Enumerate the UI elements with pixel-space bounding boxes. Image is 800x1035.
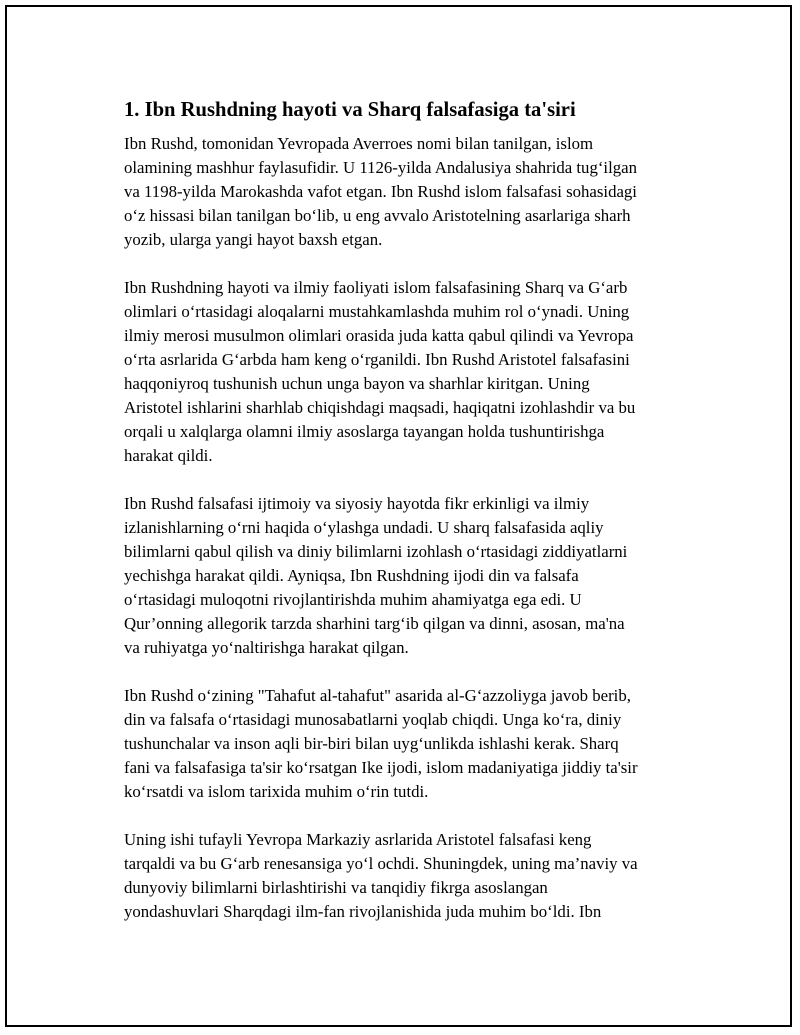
text-line: olamining mashhur faylasufidir. U 1126-yilda Andalusiya shahrida tug‘ilgan [124, 158, 637, 177]
text-line: Ibn Rushdning hayoti va ilmiy faoliyati islom falsafasining Sharq va G‘arb [124, 278, 628, 297]
document-body [124, 95, 699, 948]
text-line: tushunchalar va inson aqli bir-biri bilan uyg‘unlikda ishlashi kerak. Sharq [124, 734, 619, 753]
text-line: olimlari o‘rtasidagi aloqalarni mustahkamlashda muhim rol o‘ynadi. Uning [124, 302, 630, 321]
text-line: ko‘rsatdi va islom tarixida muhim o‘rin tutdi. [124, 782, 429, 801]
text-line: yondashuvlari Sharqdagi ilm-fan rivojlanishida juda muhim bo‘ldi. Ibn [124, 902, 602, 921]
paragraph-4 [124, 684, 699, 804]
text-line: ilmiy merosi musulmon olimlari orasida juda katta qabul qilindi va Yevropa [124, 326, 634, 345]
text-line: fani va falsafasiga ta'sir ko‘rsatgan Ike ijodi, islom madaniyatiga jiddiy ta'sir [124, 758, 638, 777]
text-line: Uning ishi tufayli Yevropa Markaziy asrlarida Aristotel falsafasi keng [124, 830, 592, 849]
text-line: bilimlarni qabul qilish va diniy bilimlarni izohlash o‘rtasidagi ziddiyatlarni [124, 542, 628, 561]
text-line: o‘z hissasi bilan tanilgan bo‘lib, u eng avvalo Aristotelning asarlariga sharh [124, 206, 631, 225]
text-line: izlanishlarning o‘rni haqida o‘ylashga undadi. U sharq falsafasida aqliy [124, 518, 604, 537]
paragraph-2 [124, 276, 699, 468]
page-title: 1. Ibn Rushdning hayoti va Sharq falsafasiga ta'siri [124, 99, 576, 121]
text-line: o‘rta asrlarida G‘arbda ham keng o‘rganildi. Ibn Rushd Aristotel falsafasini [124, 350, 630, 369]
text-line: haqqoniyroq tushunish uchun unga bayon va sharhlar kiritgan. Uning [124, 374, 590, 393]
paragraph-5 [124, 828, 699, 924]
text-line: yozib, ularga yangi hayot baxsh etgan. [124, 230, 383, 249]
text-line: din va falsafa o‘rtasidagi munosabatlarni yoqlab chiqdi. Unga ko‘ra, diniy [124, 710, 622, 729]
text-line: Ibn Rushd, tomonidan Yevropada Averroes nomi bilan tanilgan, islom [124, 134, 594, 153]
text-line: harakat qildi. [124, 446, 213, 465]
text-line: Ibn Rushd o‘zining "Tahafut al-tahafut" asarida al-G‘azzoliyga javob berib, [124, 686, 631, 705]
text-line: Qur’onning allegorik tarzda sharhini targ‘ib qilgan va dinni, asosan, ma'na [124, 614, 625, 633]
text-line: yechishga harakat qildi. Ayniqsa, Ibn Rushdning ijodi din va falsafa [124, 566, 579, 585]
text-line: o‘rtasidagi muloqotni rivojlantirishda muhim ahamiyatga ega edi. U [124, 590, 582, 609]
page-frame [5, 5, 792, 1027]
paragraph-1 [124, 132, 699, 252]
text-line: va ruhiyatga yo‘naltirishga harakat qilgan. [124, 638, 409, 657]
paragraph-3 [124, 492, 699, 660]
text-line: Ibn Rushd falsafasi ijtimoiy va siyosiy hayotda fikr erkinligi va ilmiy [124, 494, 590, 513]
text-line: tarqaldi va bu G‘arb renesansiga yo‘l ochdi. Shuningdek, uning ma’naviy va [124, 854, 638, 873]
text-line: Aristotel ishlarini sharhlab chiqishdagi maqsadi, haqiqatni izohlashdir va bu [124, 398, 636, 417]
text-line: va 1198-yilda Marokashda vafot etgan. Ibn Rushd islom falsafasi sohasidagi [124, 182, 637, 201]
text-line: orqali u xalqlarga olamni ilmiy asoslarga tayangan holda tushuntirishga [124, 422, 605, 441]
text-line: dunyoviy bilimlarni birlashtirishi va tanqidiy fikrga asoslangan [124, 878, 548, 897]
